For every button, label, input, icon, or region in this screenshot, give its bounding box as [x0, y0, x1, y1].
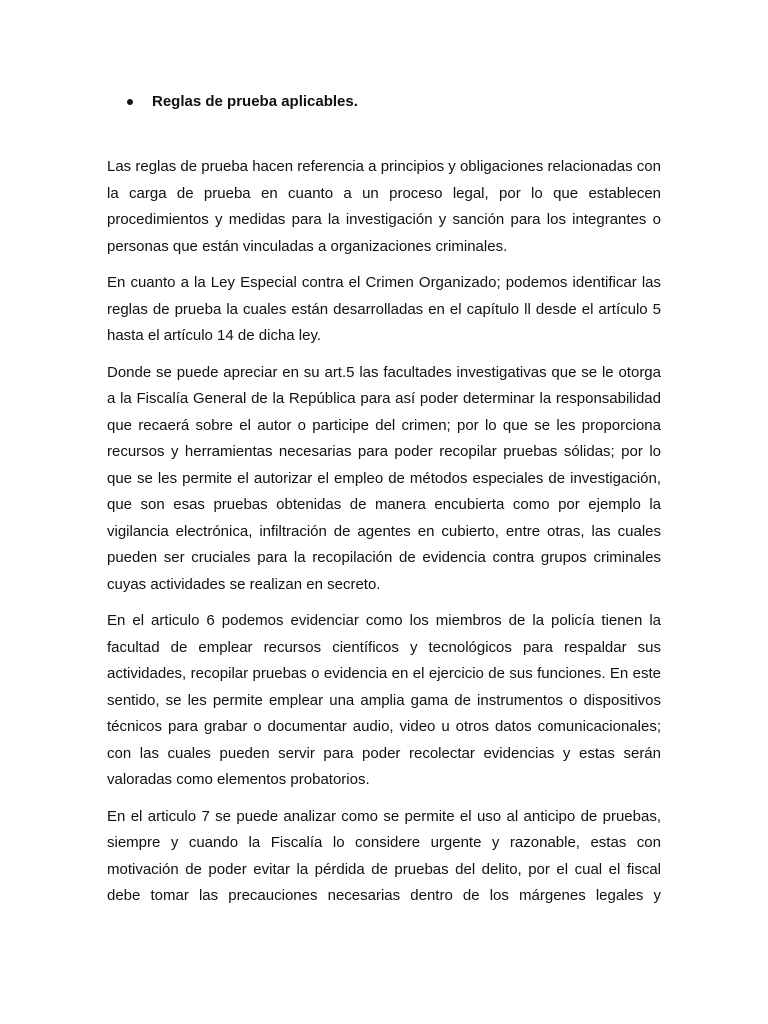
paragraph: En el articulo 6 podemos evidenciar como los miembros de la policía tienen la facultad de emplear recursos científicos y tecnológicos para respaldar sus actividades, recopilar pruebas o evidencia en el ejercicio de sus funciones. En este sentido, se les permite emplear una amplia gama de instrumentos o dispositivos técnicos para grabar o documentar audio, video u otros datos comunicacionales; con las cuales pueden servir para poder recolectar evidencias y estas serán valoradas como elementos probatorios. [107, 612, 661, 788]
section-heading [127, 91, 358, 113]
document-body [107, 154, 661, 920]
paragraph: Donde se puede apreciar en su art.5 las facultades investigativas que se le otorga a la Fiscalía General de la República para así poder determinar la responsabilidad que recaerá sobre el autor o participe del crimen; por lo que se les proporciona recursos y herramientas necesarias para poder recopilar pruebas sólidas; por lo que se les permite el autorizar el empleo de métodos especiales de investigación, que son esas pruebas obtenidas de manera encubierta como por ejemplo la vigilancia electrónica, infiltración de agentes en cubierto, entre otras, las cuales pueden ser cruciales para la recopilación de evidencia contra grupos criminales cuyas actividades se realizan en secreto. [107, 363, 661, 593]
bullet-icon [127, 99, 133, 105]
paragraph: En el articulo 7 se puede analizar como se permite el uso al anticipo de pruebas, siempre y cuando la Fiscalía lo considere urgente y razonable, estas con motivación de poder evitar la pérdida de pruebas del delito, por el cual el fiscal debe tomar las precauciones necesarias dentro de los márgenes legales y [107, 807, 661, 904]
paragraph: Las reglas de prueba hacen referencia a principios y obligaciones relacionadas con la carga de prueba en cuanto a un proceso legal, por lo que establecen procedimientos y medidas para la investigación y sanción para los integrantes o personas que están vinculadas a organizaciones criminales. [107, 158, 661, 255]
section-heading-text: Reglas de prueba aplicables. [152, 93, 358, 110]
paragraph: En cuanto a la Ley Especial contra el Crimen Organizado; podemos identificar las reglas de prueba la cuales están desarrolladas en el capítulo ll desde el artículo 5 hasta el artículo 14 de dicha ley. [107, 274, 661, 344]
